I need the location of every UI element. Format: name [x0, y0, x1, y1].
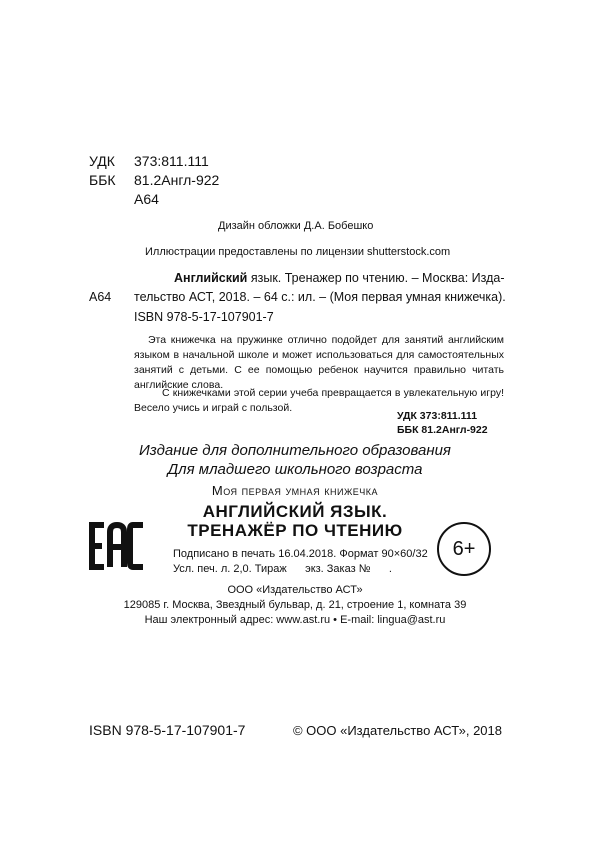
signed-to-print: Подписано в печать 16.04.2018. Формат 90×60/32 — [173, 548, 428, 560]
annotation-paragraph-2: С книжечками этой серии учеба превращается в увлекательную игру! Весело учись и играй с пользой. — [134, 387, 504, 414]
biblio-line-2: тельство АСТ, 2018. – 64 с.: ил. – (Моя первая умная книжечка). — [134, 290, 506, 304]
biblio-line-1 — [174, 271, 504, 285]
biblio-isbn: ISBN 978-5-17-107901-7 — [134, 310, 274, 324]
publisher-address: 129085 г. Москва, Звездный бульвар, д. 21, строение 1, комната 39 — [123, 599, 467, 611]
bbk-value: 81.2Англ-922 — [134, 172, 220, 188]
biblio-title-bold: Английский — [174, 271, 248, 285]
author-mark: А64 — [134, 191, 159, 207]
series-name: Моя первая умная книжечка — [211, 483, 379, 498]
print-sheets: Усл. печ. л. 2,0. Тираж экз. Заказ № . — [173, 563, 392, 575]
bbk-bottom: ББК 81.2Англ-922 — [397, 424, 488, 436]
age-rating-badge: 6+ — [437, 522, 491, 576]
publisher-contacts: Наш электронный адрес: www.ast.ru • E-mail: lingua@ast.ru — [144, 614, 446, 626]
annotation-paragraph-1: Эта книжечка на пружинке отлично подойдет для занятий английским языком в начальной школе и может использоваться для самостоятельных занятий с детьми. С ее помощью ребенок научится правильно читать английские слова. — [134, 334, 504, 391]
udk-label: УДК — [89, 153, 115, 169]
biblio-margin-mark: А64 — [89, 290, 112, 304]
illustrations-credit: Иллюстрации предоставлены по лицензии shutterstock.com — [145, 246, 451, 258]
udk-value: 373:811.111 — [134, 153, 209, 169]
eac-mark-icon — [88, 520, 146, 572]
udk-bottom: УДК 373:811.111 — [397, 410, 478, 422]
bbk-label: ББК — [89, 172, 116, 188]
edition-line-1: Издание для дополнительного образования — [139, 442, 451, 459]
footer-isbn: ISBN 978-5-17-107901-7 — [89, 722, 246, 738]
publisher-name: ООО «Издательство АСТ» — [227, 584, 363, 596]
biblio-line-1-rest: язык. Тренажер по чтению. – Москва: Изда- — [247, 271, 505, 285]
cover-design-credit: Дизайн обложки Д.А. Бобешко — [218, 220, 374, 232]
book-title-line-1: АНГЛИЙСКИЙ ЯЗЫК. — [202, 502, 388, 521]
footer-copyright: © ООО «Издательство АСТ», 2018 — [292, 723, 502, 738]
edition-line-2: Для младшего школьного возраста — [167, 461, 423, 478]
book-title-line-2: ТРЕНАЖЁР ПО ЧТЕНИЮ — [187, 521, 403, 540]
